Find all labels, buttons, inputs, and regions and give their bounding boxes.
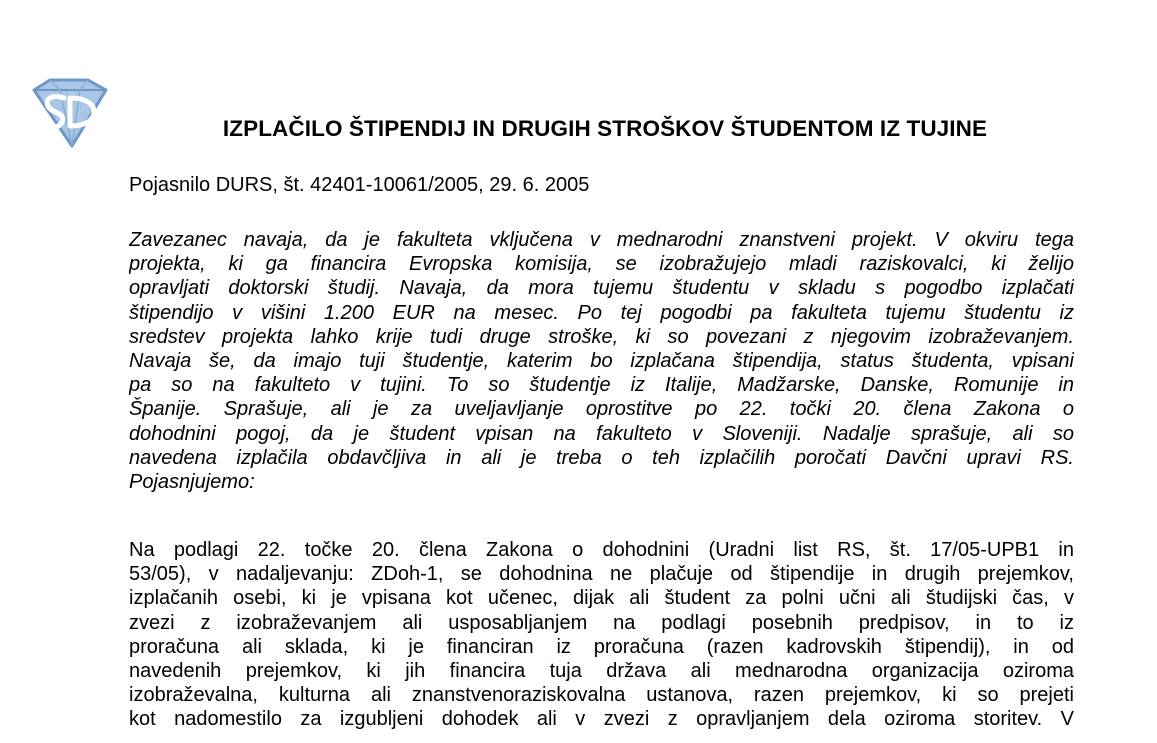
question-line: Pojasnjujemo: bbox=[129, 470, 255, 493]
question-line: navedena izplačila obdavčljiva in ali je treba o teh izplačilih poročati Davčni upravi RS. bbox=[129, 446, 1074, 469]
question-line: Zavezanec navaja, da je fakulteta vključena v mednarodni znanstveni projekt. V okviru tega bbox=[129, 229, 1074, 251]
document-title: IZPLAČILO ŠTIPENDIJ IN DRUGIH STROŠKOV ŠTUDENTOM IZ TUJINE bbox=[222, 116, 988, 141]
question-line: Španije. Sprašuje, ali je za uveljavljanje oprostitve po 22. točki 20. člena Zakona o bbox=[129, 398, 1074, 421]
question-line: štipendijo v višini 1.200 EUR na mesec. Po tej pogodbi pa fakulteta tujemu študentu iz bbox=[129, 301, 1074, 324]
question-line: pa so na fakulteto v tujini. To so študentje iz Italije, Madžarske, Danske, Romunije in bbox=[129, 374, 1074, 397]
question-line: opravljati doktorski študij. Navaja, da mora tujemu študentu v skladu s pogodbo izplačati bbox=[129, 277, 1074, 300]
question-line: sredstev projekta lahko krije tudi druge stroške, ki so povezani z njegovim izobraževanjem. bbox=[129, 325, 1074, 348]
answer-line: 53/05), v nadaljevanju: ZDoh-1, se dohodnina ne plačuje od štipendije in drugih prejemkov, bbox=[129, 563, 1074, 586]
answer-line: proračuna ali sklada, ki je financiran iz proračuna (razen kadrovskih štipendij), in od bbox=[129, 635, 1074, 658]
answer-line: kot nadomestilo za izgubljeni dohodek ali v zvezi z opravljanjem dela oziroma storitev. V bbox=[129, 708, 1074, 731]
answer-line: izobraževalna, kulturna ali znanstvenoraziskovalna ustanova, razen prejemkov, ki so prejeti bbox=[129, 684, 1074, 707]
answer-paragraph bbox=[129, 538, 1074, 732]
question-line: dohodnini pogoj, da je študent vpisan na fakulteto v Sloveniji. Nadalje sprašuje, ali so bbox=[129, 422, 1074, 445]
answer-line: zvezi z izobraževanjem ali usposabljanjem na podlagi posebnih predpisov, in to iz bbox=[129, 611, 1074, 634]
reference-line: Pojasnilo DURS, št. 42401-10061/2005, 29. 6. 2005 bbox=[129, 174, 590, 196]
question-line: projekta, ki ga financira Evropska komisija, se izobražujejo mladi raziskovalci, ki želijo bbox=[129, 253, 1074, 276]
answer-line: Na podlagi 22. točke 20. člena Zakona o dohodnini (Uradni list RS, št. 17/05-UPB1 in bbox=[129, 539, 1074, 561]
question-line: Navaja še, da imajo tuji študentje, katerim bo izplačana štipendija, status študenta, vpisani bbox=[129, 349, 1074, 372]
answer-line: navedenih prejemkov, ki jih financira tuja država ali mednarodna organizacija oziroma bbox=[129, 659, 1074, 682]
question-paragraph bbox=[129, 228, 1074, 494]
answer-line: izplačanih osebi, ki je vpisana kot učenec, dijak ali študent za polni učni ali študijski čas, v bbox=[129, 587, 1074, 610]
